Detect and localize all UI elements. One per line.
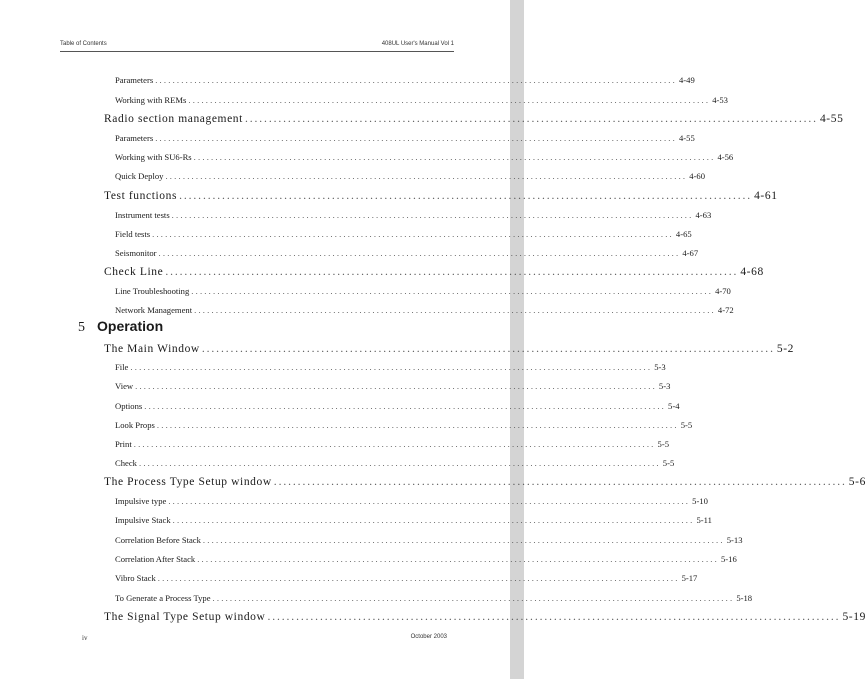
toc-entry: [115, 496, 708, 506]
chapter-title: Operation: [97, 318, 164, 334]
toc-entry-title: Vibro Stack: [115, 573, 156, 583]
toc-leader-dots: ........................................................................................................................: [144, 401, 667, 411]
toc-leader-dots: ........................................................................................................................: [155, 75, 677, 85]
toc-entry-page: 5-3: [654, 362, 666, 372]
toc-entry: [104, 113, 844, 125]
toc-entry-page: 4-68: [740, 266, 764, 278]
toc-leader-dots: ........................................................................................................................: [156, 420, 679, 430]
toc-entry-page: 5-19: [842, 611, 866, 623]
toc-entry-page: 5-13: [726, 535, 743, 545]
toc-entry: [115, 515, 712, 525]
toc-entry-title: Correlation Before Stack: [115, 535, 201, 545]
toc-entry: [115, 95, 728, 105]
toc-entry-title: Parameters: [115, 75, 154, 85]
toc-entry: [115, 171, 706, 181]
toc-leader-dots: ........................................................................................................................: [267, 611, 841, 623]
toc-entry-page: 5-17: [681, 573, 698, 583]
toc-leader-dots: ........................................................................................................................: [165, 266, 739, 278]
toc-leader-dots: ........................................................................................................................: [133, 439, 656, 449]
page-number: iv: [82, 634, 88, 642]
toc-leader-dots: ........................................................................................................................: [194, 305, 716, 315]
toc-leader-dots: ........................................................................................................................: [172, 515, 695, 525]
toc-entry-page: 4-53: [712, 95, 728, 105]
toc-entry: [115, 248, 699, 258]
toc-leader-dots: ........................................................................................................................: [201, 343, 775, 355]
toc-entry: [115, 133, 695, 143]
toc-entry-title: Correlation After Stack: [115, 554, 196, 564]
toc-entry: [115, 362, 666, 372]
toc-entry-page: 5-5: [657, 439, 669, 449]
toc-leader-dots: ........................................................................................................................: [158, 248, 681, 258]
toc-leader-dots: ........................................................................................................................: [171, 210, 694, 220]
toc-leader-dots: ........................................................................................................................: [179, 190, 753, 202]
toc-entry: [104, 266, 764, 278]
toc-entry-title: Field tests: [115, 229, 151, 239]
toc-entry: [115, 152, 734, 162]
toc-entry: [115, 458, 675, 468]
toc-entry-page: 5-5: [680, 420, 693, 430]
toc-leader-dots: ........................................................................................................................: [191, 286, 714, 296]
toc-entry-title: Line Troubleshooting: [115, 286, 190, 296]
toc-entry-page: 5-10: [692, 496, 708, 506]
toc-entry-page: 5-11: [696, 515, 712, 525]
toc-entry-title: File: [115, 362, 129, 372]
toc-entry: [115, 381, 671, 391]
toc-leader-dots: ........................................................................................................................: [135, 381, 657, 391]
toc-entry-title: Options: [115, 401, 143, 411]
toc-entry-page: 5-2: [776, 343, 794, 355]
toc-entry-title: Network Management: [115, 305, 193, 315]
toc-entry: [115, 593, 753, 603]
toc-entry-page: 4-49: [679, 75, 695, 85]
toc-entry-page: 4-70: [715, 286, 731, 296]
toc-leader-dots: ........................................................................................................................: [138, 458, 661, 468]
toc-leader-dots: ........................................................................................................................: [157, 573, 680, 583]
toc-entry-page: 5-5: [662, 458, 675, 468]
toc-leader-dots: ........................................................................................................................: [188, 95, 711, 105]
toc-leader-dots: ........................................................................................................................: [155, 133, 677, 143]
toc-entry-page: 4-61: [754, 190, 778, 202]
toc-leader-dots: ........................................................................................................................: [197, 554, 719, 564]
toc-entry-page: 4-72: [717, 305, 734, 315]
toc-entry-title: Check Line: [104, 266, 164, 278]
toc-leader-dots: ........................................................................................................................: [152, 229, 674, 239]
toc-entry: [115, 420, 693, 430]
chapter-heading: [78, 318, 163, 336]
toc-entry: [104, 476, 866, 488]
toc-entry-title: Working with REMs: [115, 95, 187, 105]
toc-entry-page: 4-67: [682, 248, 699, 258]
toc-entry-page: 4-55: [679, 133, 695, 143]
toc-entry-title: Radio section management: [104, 113, 243, 125]
toc-entry: [104, 611, 866, 623]
toc-entry-title: The Main Window: [104, 343, 200, 355]
toc-entry-title: Instrument tests: [115, 210, 170, 220]
toc-entry-page: 5-6: [848, 476, 866, 488]
toc-entry-title: To Generate a Process Type: [115, 593, 211, 603]
toc-entry-page: 4-60: [689, 171, 706, 181]
toc-leader-dots: ........................................................................................................................: [130, 362, 653, 372]
toc-entry: [115, 229, 692, 239]
toc-entry-title: The Process Type Setup window: [104, 476, 272, 488]
toc-leader-dots: ........................................................................................................................: [193, 152, 716, 162]
toc-entry-title: Parameters: [115, 133, 154, 143]
toc-entry: [115, 535, 743, 545]
toc-entry-page: 4-55: [819, 113, 844, 125]
running-header-right: 408UL User's Manual Vol 1: [381, 41, 454, 47]
chapter-number: 5: [78, 320, 85, 335]
toc-entry-page: 4-65: [675, 229, 692, 239]
toc-leader-dots: ........................................................................................................................: [165, 171, 688, 181]
toc-entry: [115, 305, 734, 315]
footer-date: October 2003: [410, 634, 447, 640]
toc-leader-dots: ........................................................................................................................: [212, 593, 735, 603]
toc-entry-title: The Signal Type Setup window: [104, 611, 266, 623]
toc-entry: [115, 573, 698, 583]
toc-entry-title: Look Props: [115, 420, 155, 430]
toc-entry: [104, 343, 794, 355]
toc-entry-page: 4-63: [695, 210, 712, 220]
toc-entry-title: Check: [115, 458, 137, 468]
toc-entry-page: 5-18: [736, 593, 753, 603]
toc-entry: [115, 401, 680, 411]
toc-entry-title: View: [115, 381, 134, 391]
toc-entry: [115, 554, 737, 564]
toc-entry: [115, 286, 731, 296]
toc-entry: [115, 75, 695, 85]
toc-entry-title: Quick Deploy: [115, 171, 164, 181]
toc-entry: [104, 190, 778, 202]
toc-entry: [115, 210, 712, 220]
toc-entry-page: 5-16: [721, 554, 737, 564]
toc-entry-title: Working with SU6-Rs: [115, 152, 192, 162]
toc-entry-title: Seismonitor: [115, 248, 157, 258]
toc-entry-page: 5-4: [668, 401, 680, 411]
toc-entry-page: 4-56: [717, 152, 734, 162]
toc-leader-dots: ........................................................................................................................: [273, 476, 847, 488]
toc-entry-title: Impulsive Stack: [115, 515, 171, 525]
toc-leader-dots: ........................................................................................................................: [202, 535, 725, 545]
toc-entry-title: Test functions: [104, 190, 178, 202]
toc-leader-dots: ........................................................................................................................: [244, 113, 818, 125]
running-header-left: Table of Contents: [60, 41, 107, 47]
toc-leader-dots: ........................................................................................................................: [168, 496, 691, 506]
toc-entry: [115, 439, 669, 449]
toc-entry-title: Print: [115, 439, 132, 449]
toc-entry-page: 5-3: [658, 381, 671, 391]
toc-entry-title: Impulsive type: [115, 496, 167, 506]
